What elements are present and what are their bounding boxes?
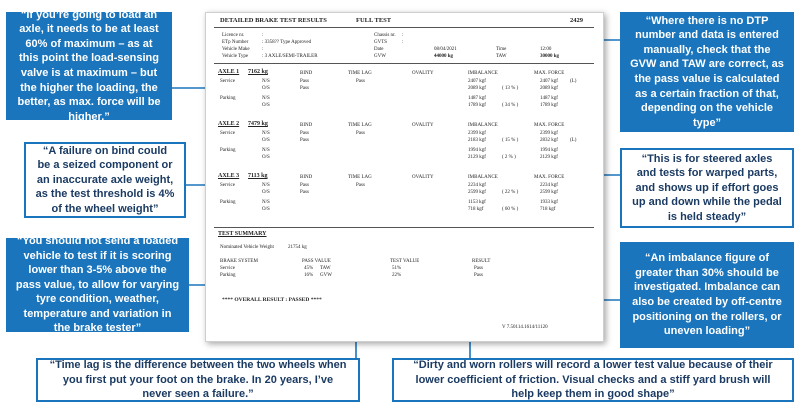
imbalance-value: 1153 kgf xyxy=(468,200,486,205)
ovality-header: OVALITY xyxy=(412,71,434,76)
overall-result: **** OVERALL RESULT : PASSED **** xyxy=(222,297,322,303)
axle-label: AXLE 3 xyxy=(218,173,240,179)
gvts-label: GVTS xyxy=(374,40,388,45)
imbalance-value: 2183 kgf xyxy=(468,138,486,143)
callout-imbalance: “An imbalance figure of greater than 30% should be investigated. Imbalance can also be created by off-centre positioning on the rollers, or uneven loading” xyxy=(620,242,794,348)
axle-label: AXLE 1 xyxy=(218,69,240,75)
summary-test-value: 51% xyxy=(392,266,402,271)
callout-ovality: “This is for steered axles and tests for warped parts, and shows up if effort goes up and down while the pedal is held steady” xyxy=(620,148,794,228)
axle-weight: 7479 kg xyxy=(248,121,268,127)
callout-axle-load: “If you’re going to load an axle, it needs to be at least 60% of maximum – as at this point the load-sensing valve is at maximum – but the higher the loading, the better, as max. force will be higher.” xyxy=(6,12,172,120)
imbalance-value: 1487 kgf xyxy=(468,96,486,101)
summary-title: TEST SUMMARY xyxy=(218,231,267,237)
max-force-value: 2399 kgf xyxy=(540,131,558,136)
ovality-header: OVALITY xyxy=(412,175,434,180)
bind-value: Pass xyxy=(300,138,309,143)
axle-weight: 7113 kg xyxy=(248,173,268,179)
brake-test-document xyxy=(205,12,604,342)
imbalance-value: 2599 kgf xyxy=(468,190,486,195)
table-row xyxy=(206,200,603,207)
axle-block xyxy=(206,121,603,169)
bind-header: BIND xyxy=(300,71,313,76)
table-row xyxy=(206,138,603,145)
side-label: O/S xyxy=(262,190,270,195)
imbalance-value: 718 kgf xyxy=(468,207,484,212)
lock-flag: (L) xyxy=(570,79,577,84)
title-rule xyxy=(214,27,594,28)
document-title: DETAILED BRAKE TEST RESULTS xyxy=(220,17,327,24)
time-lag-header: TIME LAG xyxy=(348,71,372,76)
time-value: 12:00 xyxy=(540,47,552,52)
bind-value: Pass xyxy=(300,86,309,91)
gvts-value: : xyxy=(402,40,404,45)
brake-label: Service xyxy=(220,183,235,188)
imbalance-value: 1789 kgf xyxy=(468,103,486,108)
summary-pass-percent: 16% xyxy=(304,273,314,278)
axle-block xyxy=(206,69,603,117)
max-force-value: 2234 kgf xyxy=(540,183,558,188)
time-lag-value: Pass xyxy=(356,131,365,136)
table-row xyxy=(206,86,603,93)
document-test-type: FULL TEST xyxy=(356,17,392,24)
imbalance-percent: ( 2 % ) xyxy=(502,155,516,160)
ovality-header: OVALITY xyxy=(412,123,434,128)
side-label: N/S xyxy=(262,200,270,205)
bind-value: Pass xyxy=(300,183,309,188)
document-number: 2429 xyxy=(570,17,583,24)
table-row xyxy=(206,148,603,155)
table-row xyxy=(206,207,603,214)
brake-label: Service xyxy=(220,131,235,136)
callout-loaded-vehicle: “You should not send a loaded vehicle to test if it is scoring lower than 3-5% above the pass value, to allow for varying tyre condition, weather, temperature and variation in the brake tester” xyxy=(6,238,189,332)
bind-value: Pass xyxy=(300,131,309,136)
brake-label: Service xyxy=(220,79,235,84)
table-row xyxy=(206,190,603,197)
max-force-value: 2129 kgf xyxy=(540,155,558,160)
footer-reference: V 7.50114.1614/11120 xyxy=(502,325,548,330)
imbalance-percent: ( 15 % ) xyxy=(502,138,519,143)
callout-time-lag: “Time lag is the difference between the two wheels when you first put your foot on the brake. In 20 years, I’ve never seen a failure.” xyxy=(36,358,360,402)
imbalance-value: 2399 kgf xyxy=(468,131,486,136)
max-force-header: MAX. FORCE xyxy=(534,123,565,128)
bind-header: BIND xyxy=(300,123,313,128)
max-force-value: 2599 kgf xyxy=(540,190,558,195)
summary-test-value: 22% xyxy=(392,273,402,278)
summary-pass-ref: TAW xyxy=(320,266,331,271)
max-force-value: 2089 kgf xyxy=(540,86,558,91)
nominal-weight-label: Nominated Vehicle Weight xyxy=(220,245,274,250)
side-label: O/S xyxy=(262,103,270,108)
max-force-header: MAX. FORCE xyxy=(534,71,565,76)
summary-rule xyxy=(214,227,594,228)
side-label: O/S xyxy=(262,207,270,212)
max-force-value: 2832 kgf xyxy=(540,138,558,143)
gvw-label: GVW xyxy=(374,54,386,59)
summary-result: Pass xyxy=(474,266,483,271)
side-label: N/S xyxy=(262,148,270,153)
licence-value: : xyxy=(262,33,264,38)
etp-label: ETp Number xyxy=(222,40,249,45)
summary-row xyxy=(206,266,603,273)
brake-label: Parking xyxy=(220,96,236,101)
summary-system: Parking xyxy=(220,273,236,278)
imbalance-header: IMBALANCE xyxy=(468,71,498,76)
side-label: N/S xyxy=(262,183,270,188)
gvw-value: 44000 kg xyxy=(434,54,454,59)
time-lag-header: TIME LAG xyxy=(348,175,372,180)
callout-rollers: “Dirty and worn rollers will record a lower test value because of their lower coefficient of friction. Visual checks and a stiff yard brush will help keep them in good shape” xyxy=(392,358,794,402)
summary-pass-header: PASS VALUE xyxy=(302,259,331,264)
bind-value: Pass xyxy=(300,79,309,84)
time-label: Time xyxy=(496,47,507,52)
table-row xyxy=(206,96,603,103)
type-label: Vehicle Type xyxy=(222,54,249,59)
side-label: N/S xyxy=(262,96,270,101)
licence-label: Licence nr. xyxy=(222,33,245,38)
time-lag-header: TIME LAG xyxy=(348,123,372,128)
side-label: O/S xyxy=(262,155,270,160)
summary-row xyxy=(206,273,603,280)
chassis-value: : xyxy=(402,33,404,38)
callout-bind-failure: “A failure on bind could be a seized component or an inaccurate axle weight, as the test threshold is 4% of the wheel weight” xyxy=(24,142,186,218)
chassis-label: Chassis nr. xyxy=(374,33,396,38)
nominal-weight-value: 21754 kg xyxy=(288,245,307,250)
imbalance-percent: ( 60 % ) xyxy=(502,207,519,212)
max-force-value: 1789 kgf xyxy=(540,103,558,108)
imbalance-header: IMBALANCE xyxy=(468,175,498,180)
summary-system: Service xyxy=(220,266,235,271)
axle-weight: 7162 kg xyxy=(248,69,268,75)
imbalance-value: 2089 kgf xyxy=(468,86,486,91)
max-force-value: 1994 kgf xyxy=(540,148,558,153)
max-force-value: 1487 kgf xyxy=(540,96,558,101)
side-label: O/S xyxy=(262,138,270,143)
info-rule xyxy=(214,63,594,64)
time-lag-value: Pass xyxy=(356,183,365,188)
imbalance-value: 2129 kgf xyxy=(468,155,486,160)
summary-pass-ref: GVW xyxy=(320,273,332,278)
max-force-value: 2407 kgf xyxy=(540,79,558,84)
brake-label: Parking xyxy=(220,200,236,205)
side-label: N/S xyxy=(262,131,270,136)
brake-label: Parking xyxy=(220,148,236,153)
axle-label: AXLE 2 xyxy=(218,121,240,127)
side-label: N/S xyxy=(262,79,270,84)
imbalance-header: IMBALANCE xyxy=(468,123,498,128)
callout-dtp-number: “Where there is no DTP number and data is entered manually, check that the GVW and TAW are correct, as the pass value is calculated as a certain fraction of that, depending on the vehicle type” xyxy=(620,12,794,132)
lock-flag: (L) xyxy=(570,138,577,143)
table-row xyxy=(206,103,603,110)
summary-test-header: TEST VALUE xyxy=(390,259,420,264)
make-value: : xyxy=(262,47,264,52)
make-label: Vehicle Make xyxy=(222,47,250,52)
table-row xyxy=(206,183,603,190)
table-row xyxy=(206,131,603,138)
max-force-value: 718 kgf xyxy=(540,207,556,212)
max-force-header: MAX. FORCE xyxy=(534,175,565,180)
summary-result: Pass xyxy=(474,273,483,278)
etp-value: : 3358?? Type Approved xyxy=(262,40,312,45)
bind-value: Pass xyxy=(300,190,309,195)
imbalance-value: 1994 kgf xyxy=(468,148,486,153)
imbalance-value: 2234 kgf xyxy=(468,183,486,188)
summary-pass-percent: 45% xyxy=(304,266,314,271)
summary-system-header: BRAKE SYSTEM xyxy=(220,259,258,264)
imbalance-percent: ( 13 % ) xyxy=(502,86,519,91)
taw-value: 30000 kg xyxy=(540,54,560,59)
date-label: Date xyxy=(374,47,384,52)
axle-block xyxy=(206,173,603,221)
type-value: : 3 AXLE/SEMI-TRAILER xyxy=(262,54,318,59)
imbalance-percent: ( 22 % ) xyxy=(502,190,519,195)
imbalance-percent: ( 34 % ) xyxy=(502,103,519,108)
max-force-value: 1933 kgf xyxy=(540,200,558,205)
imbalance-value: 2407 kgf xyxy=(468,79,486,84)
bind-header: BIND xyxy=(300,175,313,180)
side-label: O/S xyxy=(262,86,270,91)
time-lag-value: Pass xyxy=(356,79,365,84)
summary-result-header: RESULT xyxy=(472,259,491,264)
table-row xyxy=(206,155,603,162)
date-value: 08/04/2021 xyxy=(434,47,457,52)
table-row xyxy=(206,79,603,86)
taw-label: TAW xyxy=(496,54,507,59)
